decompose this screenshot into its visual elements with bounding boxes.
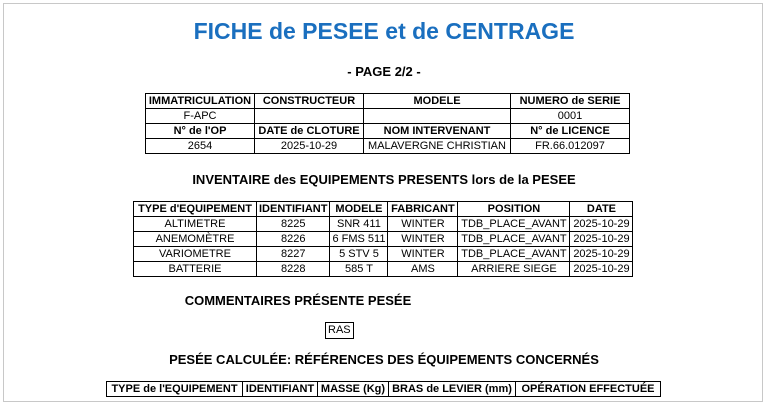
table-cell: WINTER <box>388 217 458 232</box>
header-nom-intervenant: NOM INTERVENANT <box>364 124 511 139</box>
column-header: MODELE <box>330 202 388 217</box>
column-header: BRAS de LEVIER (mm) <box>389 382 516 397</box>
value-numero-op: 2654 <box>146 139 255 154</box>
column-header: OPÉRATION EFFECTUÉE <box>516 382 661 397</box>
table-cell: 8226 <box>257 232 330 247</box>
table-cell: 2025-10-29 <box>570 247 633 262</box>
table-cell: ALTIMETRE <box>134 217 257 232</box>
table-row <box>146 124 630 139</box>
value-numero-serie: 0001 <box>511 109 630 124</box>
table-row <box>134 262 633 277</box>
header-constructeur: CONSTRUCTEUR <box>255 94 364 109</box>
calculated-heading: PESÉE CALCULÉE: RÉFÉRENCES DES ÉQUIPEMENTS CONCERNÉS <box>169 352 599 367</box>
column-header: IDENTIFIANT <box>243 382 318 397</box>
table-cell: BATTERIE <box>134 262 257 277</box>
table-row <box>134 217 633 232</box>
value-constructeur <box>255 109 364 124</box>
inventory-table <box>133 201 633 277</box>
column-header: TYPE de l'EQUIPEMENT <box>107 382 243 397</box>
column-header: TYPE d'EQUIPEMENT <box>134 202 257 217</box>
table-cell: TDB_PLACE_AVANT <box>458 217 570 232</box>
aircraft-info-table <box>145 93 630 154</box>
header-immatriculation: IMMATRICULATION <box>146 94 255 109</box>
value-numero-licence: FR.66.012097 <box>511 139 630 154</box>
header-date-cloture: DATE de CLOTURE <box>255 124 364 139</box>
value-modele <box>364 109 511 124</box>
inventory-heading: INVENTAIRE des EQUIPEMENTS PRESENTS lors de la PESEE <box>192 172 576 187</box>
document-title: FICHE de PESEE et de CENTRAGE <box>193 18 575 44</box>
table-row <box>134 247 633 262</box>
table-cell: AMS <box>388 262 458 277</box>
page-label: - PAGE 2/2 - <box>347 64 421 79</box>
table-row <box>146 109 630 124</box>
column-header: DATE <box>570 202 633 217</box>
table-cell: 2025-10-29 <box>570 232 633 247</box>
value-immatriculation: F-APC <box>146 109 255 124</box>
column-header: FABRICANT <box>388 202 458 217</box>
table-cell: 585 T <box>330 262 388 277</box>
table-cell: WINTER <box>388 232 458 247</box>
table-header-row <box>134 202 633 217</box>
comments-heading: COMMENTAIRES PRÉSENTE PESÉE <box>184 293 412 308</box>
table-cell: ARRIERE SIEGE <box>458 262 570 277</box>
header-numero-licence: N° de LICENCE <box>511 124 630 139</box>
table-cell: 6 FMS 511 <box>330 232 388 247</box>
table-cell: SNR 411 <box>330 217 388 232</box>
table-cell: 8225 <box>257 217 330 232</box>
table-cell: 8228 <box>257 262 330 277</box>
column-header: IDENTIFIANT <box>257 202 330 217</box>
table-row <box>146 139 630 154</box>
table-cell: VARIOMETRE <box>134 247 257 262</box>
table-cell: 2025-10-29 <box>570 262 633 277</box>
value-nom-intervenant: MALAVERGNE CHRISTIAN <box>364 139 511 154</box>
header-numero-serie: NUMERO de SERIE <box>511 94 630 109</box>
calculated-equipment-table <box>106 381 661 397</box>
table-row <box>134 232 633 247</box>
column-header: MASSE (Kg) <box>318 382 389 397</box>
table-cell: 2025-10-29 <box>570 217 633 232</box>
column-header: POSITION <box>458 202 570 217</box>
header-modele: MODELE <box>364 94 511 109</box>
table-row <box>146 94 630 109</box>
header-numero-op: N° de l'OP <box>146 124 255 139</box>
table-cell: TDB_PLACE_AVANT <box>458 232 570 247</box>
table-cell: 5 STV 5 <box>330 247 388 262</box>
value-date-cloture: 2025-10-29 <box>255 139 364 154</box>
table-header-row <box>107 382 661 397</box>
table-cell: 8227 <box>257 247 330 262</box>
comments-value: RAS <box>325 322 354 339</box>
table-cell: ANEMOMÈTRE <box>134 232 257 247</box>
table-cell: TDB_PLACE_AVANT <box>458 247 570 262</box>
table-cell: WINTER <box>388 247 458 262</box>
